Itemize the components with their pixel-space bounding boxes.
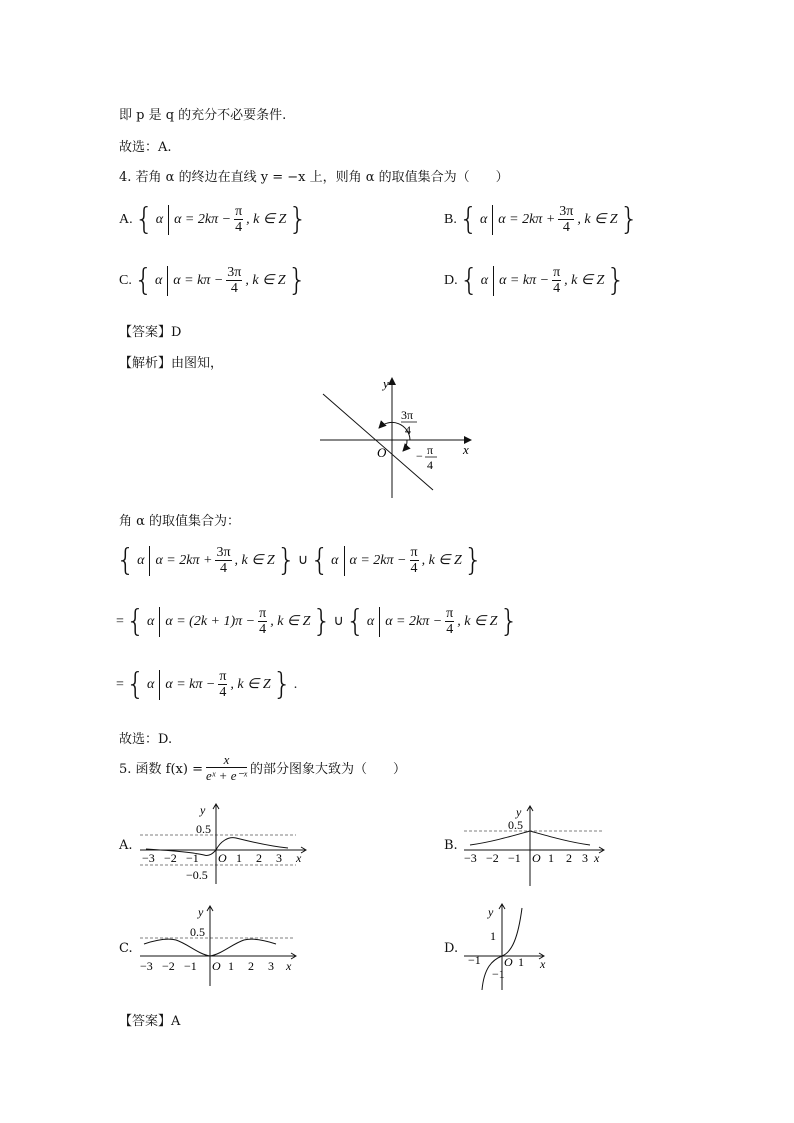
angle2-den: 4 [427, 458, 433, 472]
alpha-symbol: α [137, 552, 145, 568]
x-label: x [594, 851, 600, 865]
den: 4 [553, 281, 561, 296]
q5-fraction [206, 752, 247, 783]
fraction [558, 204, 574, 235]
tick: −1 [184, 959, 197, 973]
alpha-symbol: α [147, 676, 155, 692]
tick: O [212, 959, 221, 973]
angle1-num: 3π [401, 408, 414, 422]
set-intro: 角 α 的取值集合为： [119, 514, 241, 529]
q5-prefix: 5. 函数 f(x) = [119, 762, 203, 777]
den: 4 [562, 220, 570, 235]
right-brace: } [499, 604, 519, 639]
right-brace: } [287, 263, 307, 298]
terminal-line [323, 394, 433, 490]
tick: 3 [268, 959, 274, 973]
num: x [206, 752, 247, 768]
num: π [219, 669, 227, 684]
fraction [218, 669, 227, 700]
right-brace: } [272, 667, 292, 702]
tick: −3 [142, 851, 155, 865]
option-label: A. [119, 211, 133, 227]
angle2-sign: − [416, 449, 423, 463]
option-expr: α = 2kπ − [174, 211, 232, 227]
num: 3π [227, 265, 242, 280]
option-4a[interactable] [119, 202, 307, 237]
fraction [258, 606, 267, 637]
expr: α = 2kπ + [155, 552, 213, 568]
pick-d: 故选：D. [119, 732, 173, 747]
left-brace: { [125, 604, 145, 639]
expr: α = kπ − [165, 676, 216, 692]
num: π [446, 606, 454, 621]
fraction [215, 545, 231, 576]
origin-label: O [377, 445, 387, 460]
answer-5: 【答案】A [119, 1014, 181, 1029]
tick: O [532, 851, 541, 865]
option-4c[interactable] [119, 263, 307, 298]
option-expr: α = 2kπ + [498, 211, 556, 227]
den: 4 [235, 220, 243, 235]
num: π [553, 265, 561, 280]
alpha-symbol: α [479, 211, 488, 227]
option-label: B. [444, 211, 457, 227]
graph-a[interactable] [138, 798, 313, 888]
den: 4 [410, 561, 418, 576]
y-label: y [516, 805, 522, 819]
option-tail: , k ∈ Z [564, 273, 605, 288]
tick: 3 [276, 851, 282, 865]
option-label: C. [119, 272, 132, 288]
kz: , k ∈ Z [230, 677, 271, 692]
tick: −1 [186, 851, 199, 865]
fraction [234, 204, 243, 235]
derivation-row-3 [116, 667, 297, 702]
explanation-4: 【解析】由图知， [119, 356, 224, 371]
q5-suffix: 的部分图象大致为（ ） [250, 762, 407, 777]
tick: 1 [518, 955, 524, 969]
num: π [235, 204, 243, 219]
question-4: 4. 若角 α 的终边在直线 y = −x 上，则角 α 的取值集合为（ ） [119, 170, 509, 185]
right-brace: } [463, 543, 483, 578]
y-label: y [383, 376, 389, 391]
text-choice-a: 故选：A. [119, 140, 172, 155]
tick: −2 [164, 851, 177, 865]
bar [344, 546, 345, 576]
graph-a-label[interactable]: A. [119, 838, 133, 853]
den: 4 [219, 685, 227, 700]
equals-sign: = [116, 676, 124, 692]
left-brace: { [116, 543, 136, 578]
den: eˣ + e⁻ˣ [205, 768, 247, 783]
tick-lo: −0.5 [186, 868, 208, 882]
angle2-num: π [427, 443, 434, 457]
left-brace: { [459, 263, 479, 298]
left-brace: { [458, 202, 478, 237]
tick-lo: −1 [492, 967, 505, 981]
kz: , k ∈ Z [421, 553, 462, 568]
tick: −1 [468, 953, 481, 967]
x-label: x [286, 959, 292, 973]
bar [167, 266, 168, 296]
option-label: D. [444, 272, 458, 288]
tick-hi: 0.5 [190, 925, 205, 939]
union-symbol: ∪ [297, 553, 309, 568]
tick: 1 [236, 851, 242, 865]
kz: , k ∈ Z [234, 553, 275, 568]
tick: 1 [548, 851, 554, 865]
alpha-symbol: α [155, 211, 164, 227]
option-expr: α = kπ − [499, 272, 550, 288]
graph-d-label[interactable]: D. [444, 941, 459, 956]
right-brace: } [619, 202, 639, 237]
den: 4 [446, 622, 454, 637]
graph-c[interactable] [138, 900, 303, 990]
den: 4 [259, 622, 267, 637]
expr: α = 2kπ − [385, 613, 443, 629]
tick: O [504, 955, 513, 969]
left-brace: { [134, 202, 154, 237]
tick: 1 [228, 959, 234, 973]
fraction [410, 545, 419, 576]
fraction [552, 265, 561, 296]
graph-c-label[interactable]: C. [119, 941, 133, 956]
kz: , k ∈ Z [270, 614, 311, 629]
fraction [226, 265, 242, 296]
graph-d[interactable] [462, 898, 557, 993]
tick: −3 [140, 959, 153, 973]
left-brace: { [125, 667, 145, 702]
bar [493, 266, 494, 296]
x-label: x [296, 851, 302, 865]
expr: α = (2k + 1)π − [165, 613, 256, 629]
angle-figure [315, 372, 480, 502]
bar [379, 607, 380, 637]
x-label: x [540, 957, 546, 971]
right-brace: } [288, 202, 308, 237]
option-tail: , k ∈ Z [246, 212, 287, 227]
alpha-symbol: α [154, 272, 163, 288]
derivation-row-2 [116, 604, 519, 639]
left-brace: { [345, 604, 365, 639]
arc-neg-pi4 [403, 440, 407, 451]
bar [159, 607, 160, 637]
question-5 [119, 752, 406, 783]
y-label: y [198, 905, 204, 919]
tick: −3 [464, 851, 477, 865]
graph-b[interactable] [462, 800, 612, 890]
tick: −2 [486, 851, 499, 865]
union-symbol: ∪ [333, 614, 344, 629]
expr: α = 2kπ − [349, 552, 407, 568]
tick: −1 [508, 851, 521, 865]
alpha-symbol: α [147, 613, 155, 629]
left-brace: { [133, 263, 153, 298]
bar [149, 546, 150, 576]
tick-hi: 0.5 [508, 818, 523, 832]
tick: 3 [582, 851, 588, 865]
tick: −2 [162, 959, 175, 973]
text-conclusion: 即 p 是 q 的充分不必要条件. [119, 108, 287, 123]
left-brace: { [310, 543, 330, 578]
den: 4 [230, 281, 238, 296]
tick: 2 [248, 959, 254, 973]
tick: 2 [566, 851, 572, 865]
option-tail: , k ∈ Z [577, 212, 618, 227]
option-4d[interactable] [444, 263, 625, 298]
graph-b-label[interactable]: B. [444, 838, 458, 853]
derivation-row-1 [116, 543, 483, 578]
option-4b[interactable] [444, 202, 639, 237]
equals-sign: = [116, 613, 124, 629]
right-brace: } [606, 263, 626, 298]
kz: , k ∈ Z [457, 614, 498, 629]
alpha-symbol: α [480, 272, 489, 288]
bar [492, 205, 493, 235]
den: 4 [219, 561, 227, 576]
x-label: x [463, 442, 469, 457]
tick: 2 [256, 851, 262, 865]
angle1-den: 4 [405, 423, 411, 437]
num: π [259, 606, 267, 621]
option-tail: , k ∈ Z [245, 273, 286, 288]
y-label: y [488, 905, 494, 919]
answer-4: 【答案】D [119, 325, 182, 340]
period: . [293, 676, 298, 692]
tick: O [218, 851, 227, 865]
num: 3π [559, 204, 574, 219]
tick-hi: 0.5 [196, 822, 211, 836]
alpha-symbol: α [366, 613, 375, 629]
tick-hi: 1 [490, 929, 496, 943]
num: 3π [216, 545, 231, 560]
alpha-symbol: α [331, 552, 339, 568]
bar [168, 205, 169, 235]
fraction [445, 606, 454, 637]
bar [159, 670, 160, 700]
option-expr: α = kπ − [173, 272, 224, 288]
num: π [410, 545, 418, 560]
y-label: y [200, 803, 206, 817]
right-brace: } [276, 543, 296, 578]
right-brace: } [312, 604, 332, 639]
